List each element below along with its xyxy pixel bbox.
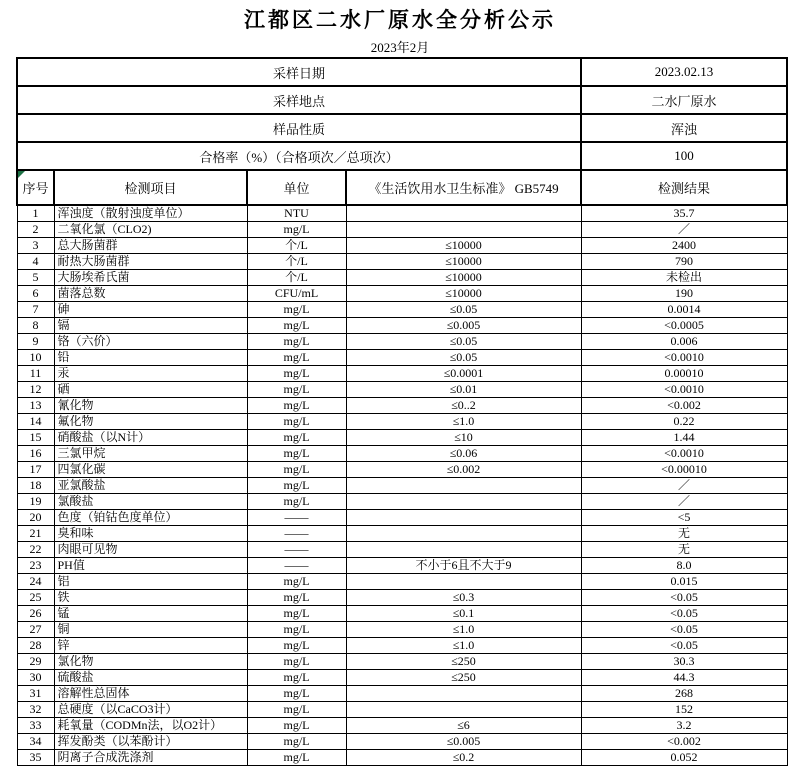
cell-item: 阴离子合成洗涤剂 — [54, 750, 247, 766]
cell-item: 铅 — [54, 350, 247, 366]
cell-result: <0.002 — [581, 734, 787, 750]
cell-index: 31 — [17, 686, 54, 702]
column-header-row — [17, 170, 787, 205]
table-row — [17, 414, 787, 430]
cell-index: 26 — [17, 606, 54, 622]
info-row-sample-nature — [17, 114, 787, 142]
cell-index: 11 — [17, 366, 54, 382]
cell-standard — [346, 686, 581, 702]
info-label: 样品性质 — [17, 114, 581, 142]
info-label: 合格率（%）（合格项次／总项次） — [17, 142, 581, 170]
cell-unit: mg/L — [247, 430, 346, 446]
table-row — [17, 494, 787, 510]
cell-unit: mg/L — [247, 366, 346, 382]
table-row — [17, 606, 787, 622]
table-row — [17, 270, 787, 286]
table-row — [17, 622, 787, 638]
table-row — [17, 702, 787, 718]
info-value: 二水厂原水 — [581, 86, 787, 114]
cell-unit: mg/L — [247, 718, 346, 734]
cell-unit: 个/L — [247, 254, 346, 270]
cell-standard: ≤250 — [346, 670, 581, 686]
cell-unit: mg/L — [247, 622, 346, 638]
table-row — [17, 350, 787, 366]
cell-result: 0.0014 — [581, 302, 787, 318]
info-label: 采样日期 — [17, 58, 581, 86]
cell-index: 19 — [17, 494, 54, 510]
table-row — [17, 205, 787, 222]
cell-unit: mg/L — [247, 446, 346, 462]
cell-standard: ≤1.0 — [346, 622, 581, 638]
cell-index: 15 — [17, 430, 54, 446]
excel-error-triangle-icon — [18, 171, 25, 178]
cell-result: ／ — [581, 222, 787, 238]
cell-item: 溶解性总固体 — [54, 686, 247, 702]
cell-result: 无 — [581, 526, 787, 542]
cell-unit: 个/L — [247, 238, 346, 254]
cell-index: 22 — [17, 542, 54, 558]
cell-item: 浑浊度（散射浊度单位） — [54, 205, 247, 222]
table-data-section — [17, 205, 787, 766]
cell-item: 汞 — [54, 366, 247, 382]
cell-result: 1.44 — [581, 430, 787, 446]
table-row — [17, 654, 787, 670]
column-header-result: 检测结果 — [581, 170, 787, 205]
cell-result: 30.3 — [581, 654, 787, 670]
cell-standard: ≤0.06 — [346, 446, 581, 462]
cell-index: 24 — [17, 574, 54, 590]
table-row — [17, 382, 787, 398]
cell-standard — [346, 542, 581, 558]
cell-result: <0.0005 — [581, 318, 787, 334]
cell-result: ／ — [581, 478, 787, 494]
cell-unit: mg/L — [247, 318, 346, 334]
cell-standard — [346, 702, 581, 718]
info-label: 采样地点 — [17, 86, 581, 114]
cell-unit: mg/L — [247, 574, 346, 590]
cell-result: 0.006 — [581, 334, 787, 350]
cell-result: <0.0010 — [581, 446, 787, 462]
cell-standard: ≤10 — [346, 430, 581, 446]
cell-result: <0.05 — [581, 590, 787, 606]
cell-unit: NTU — [247, 205, 346, 222]
cell-index: 32 — [17, 702, 54, 718]
cell-index: 3 — [17, 238, 54, 254]
table-row — [17, 542, 787, 558]
cell-result: 152 — [581, 702, 787, 718]
cell-unit: mg/L — [247, 654, 346, 670]
cell-unit: 个/L — [247, 270, 346, 286]
cell-standard: ≤0.005 — [346, 318, 581, 334]
cell-standard — [346, 494, 581, 510]
column-header-index — [17, 170, 54, 205]
table-row — [17, 478, 787, 494]
cell-item: 菌落总数 — [54, 286, 247, 302]
cell-result: 8.0 — [581, 558, 787, 574]
cell-standard: ≤10000 — [346, 238, 581, 254]
cell-index: 28 — [17, 638, 54, 654]
cell-standard: ≤0.002 — [346, 462, 581, 478]
cell-standard: ≤10000 — [346, 254, 581, 270]
cell-unit: mg/L — [247, 686, 346, 702]
cell-result: 0.052 — [581, 750, 787, 766]
cell-unit: CFU/mL — [247, 286, 346, 302]
table-row — [17, 222, 787, 238]
cell-index: 27 — [17, 622, 54, 638]
cell-unit: mg/L — [247, 702, 346, 718]
cell-unit: mg/L — [247, 670, 346, 686]
cell-standard: ≤1.0 — [346, 414, 581, 430]
cell-result: 0.22 — [581, 414, 787, 430]
cell-standard — [346, 478, 581, 494]
cell-standard: ≤0.3 — [346, 590, 581, 606]
page-title: 江都区二水厂原水全分析公示 — [244, 9, 556, 32]
cell-standard: ≤0.2 — [346, 750, 581, 766]
cell-item: 总硬度（以CaCO3计） — [54, 702, 247, 718]
table-row — [17, 574, 787, 590]
cell-result: <0.002 — [581, 398, 787, 414]
cell-standard — [346, 526, 581, 542]
column-header-item: 检测项目 — [54, 170, 247, 205]
table-row — [17, 638, 787, 654]
cell-result: 2400 — [581, 238, 787, 254]
cell-unit: —— — [247, 558, 346, 574]
cell-item: 硒 — [54, 382, 247, 398]
cell-standard — [346, 510, 581, 526]
table-row — [17, 238, 787, 254]
cell-unit: mg/L — [247, 590, 346, 606]
cell-unit: mg/L — [247, 414, 346, 430]
cell-item: 硝酸盐（以N计） — [54, 430, 247, 446]
table-row — [17, 398, 787, 414]
cell-index: 17 — [17, 462, 54, 478]
cell-item: 砷 — [54, 302, 247, 318]
analysis-table — [16, 57, 788, 766]
cell-standard: ≤250 — [346, 654, 581, 670]
cell-standard — [346, 574, 581, 590]
table-row — [17, 590, 787, 606]
cell-result: 268 — [581, 686, 787, 702]
info-row-pass-rate — [17, 142, 787, 170]
cell-index: 30 — [17, 670, 54, 686]
cell-item: 锰 — [54, 606, 247, 622]
cell-index: 33 — [17, 718, 54, 734]
cell-result: ／ — [581, 494, 787, 510]
table-row — [17, 750, 787, 766]
cell-result: 35.7 — [581, 205, 787, 222]
cell-index: 21 — [17, 526, 54, 542]
cell-standard: ≤0.1 — [346, 606, 581, 622]
cell-unit: mg/L — [247, 750, 346, 766]
cell-unit: mg/L — [247, 734, 346, 750]
cell-unit: mg/L — [247, 382, 346, 398]
cell-result: 0.00010 — [581, 366, 787, 382]
cell-item: 大肠埃希氏菌 — [54, 270, 247, 286]
cell-unit: mg/L — [247, 638, 346, 654]
table-header-section — [17, 58, 787, 205]
cell-item: 铜 — [54, 622, 247, 638]
cell-item: 亚氯酸盐 — [54, 478, 247, 494]
info-value: 100 — [581, 142, 787, 170]
table-row — [17, 254, 787, 270]
table-row — [17, 510, 787, 526]
cell-result: <0.05 — [581, 638, 787, 654]
cell-item: 耗氧量（CODMn法，以O2计） — [54, 718, 247, 734]
cell-index: 25 — [17, 590, 54, 606]
column-header-standard: 《生活饮用水卫生标准》 GB5749 — [346, 170, 581, 205]
cell-item: 氰化物 — [54, 398, 247, 414]
table-row — [17, 686, 787, 702]
cell-result: <0.00010 — [581, 462, 787, 478]
cell-unit: —— — [247, 526, 346, 542]
cell-index: 34 — [17, 734, 54, 750]
cell-item: 锌 — [54, 638, 247, 654]
cell-unit: mg/L — [247, 494, 346, 510]
cell-item: 肉眼可见物 — [54, 542, 247, 558]
column-header-unit: 单位 — [247, 170, 346, 205]
cell-item: 氯化物 — [54, 654, 247, 670]
info-row-sample-date — [17, 58, 787, 86]
cell-unit: mg/L — [247, 302, 346, 318]
cell-standard: ≤0.0001 — [346, 366, 581, 382]
cell-standard — [346, 222, 581, 238]
cell-item: 二氧化氯（CLO2) — [54, 222, 247, 238]
table-row — [17, 462, 787, 478]
cell-standard: ≤0.05 — [346, 350, 581, 366]
cell-index: 9 — [17, 334, 54, 350]
cell-index: 18 — [17, 478, 54, 494]
cell-unit: mg/L — [247, 606, 346, 622]
cell-item: PH值 — [54, 558, 247, 574]
table-row — [17, 446, 787, 462]
cell-standard: ≤6 — [346, 718, 581, 734]
cell-standard — [346, 205, 581, 222]
cell-item: 色度（铂钴色度单位） — [54, 510, 247, 526]
cell-index: 4 — [17, 254, 54, 270]
cell-index: 12 — [17, 382, 54, 398]
cell-index: 14 — [17, 414, 54, 430]
cell-index: 5 — [17, 270, 54, 286]
table-row — [17, 366, 787, 382]
cell-item: 总大肠菌群 — [54, 238, 247, 254]
cell-unit: mg/L — [247, 478, 346, 494]
cell-index: 13 — [17, 398, 54, 414]
cell-result: 0.015 — [581, 574, 787, 590]
cell-unit: mg/L — [247, 398, 346, 414]
cell-item: 铁 — [54, 590, 247, 606]
cell-index: 2 — [17, 222, 54, 238]
cell-index: 1 — [17, 205, 54, 222]
cell-item: 镉 — [54, 318, 247, 334]
cell-result: 3.2 — [581, 718, 787, 734]
cell-item: 耐热大肠菌群 — [54, 254, 247, 270]
cell-unit: —— — [247, 542, 346, 558]
cell-item: 臭和味 — [54, 526, 247, 542]
column-header-label: 序号 — [22, 181, 49, 196]
cell-result: <0.0010 — [581, 382, 787, 398]
cell-result: <5 — [581, 510, 787, 526]
cell-index: 16 — [17, 446, 54, 462]
cell-index: 8 — [17, 318, 54, 334]
cell-unit: —— — [247, 510, 346, 526]
cell-standard: ≤10000 — [346, 286, 581, 302]
cell-standard: ≤1.0 — [346, 638, 581, 654]
cell-unit: mg/L — [247, 350, 346, 366]
cell-index: 23 — [17, 558, 54, 574]
cell-unit: mg/L — [247, 334, 346, 350]
cell-index: 35 — [17, 750, 54, 766]
cell-item: 氯酸盐 — [54, 494, 247, 510]
cell-result: 44.3 — [581, 670, 787, 686]
cell-result: <0.05 — [581, 606, 787, 622]
cell-standard: ≤10000 — [346, 270, 581, 286]
cell-result: <0.0010 — [581, 350, 787, 366]
cell-standard: ≤0.05 — [346, 334, 581, 350]
cell-item: 硫酸盐 — [54, 670, 247, 686]
cell-item: 铝 — [54, 574, 247, 590]
cell-item: 挥发酚类（以苯酚计） — [54, 734, 247, 750]
table-row — [17, 718, 787, 734]
cell-index: 29 — [17, 654, 54, 670]
table-row — [17, 430, 787, 446]
page-subtitle: 2023年2月 — [370, 40, 430, 55]
table-row — [17, 318, 787, 334]
table-row — [17, 286, 787, 302]
cell-standard: 不小于6且不大于9 — [346, 558, 581, 574]
cell-result: 未检出 — [581, 270, 787, 286]
cell-standard: ≤0.005 — [346, 734, 581, 750]
cell-result: 无 — [581, 542, 787, 558]
cell-result: 190 — [581, 286, 787, 302]
cell-item: 氟化物 — [54, 414, 247, 430]
table-row — [17, 558, 787, 574]
table-row — [17, 734, 787, 750]
cell-result: 790 — [581, 254, 787, 270]
table-row — [17, 670, 787, 686]
cell-index: 20 — [17, 510, 54, 526]
cell-index: 10 — [17, 350, 54, 366]
cell-item: 铬（六价） — [54, 334, 247, 350]
info-value: 浑浊 — [581, 114, 787, 142]
table-row — [17, 334, 787, 350]
info-value: 2023.02.13 — [581, 58, 787, 86]
info-row-sample-location — [17, 86, 787, 114]
cell-item: 三氯甲烷 — [54, 446, 247, 462]
cell-unit: mg/L — [247, 462, 346, 478]
cell-standard: ≤0.05 — [346, 302, 581, 318]
cell-item: 四氯化碳 — [54, 462, 247, 478]
cell-index: 7 — [17, 302, 54, 318]
cell-index: 6 — [17, 286, 54, 302]
cell-unit: mg/L — [247, 222, 346, 238]
cell-standard: ≤0.01 — [346, 382, 581, 398]
table-row — [17, 526, 787, 542]
cell-result: <0.05 — [581, 622, 787, 638]
table-row — [17, 302, 787, 318]
cell-standard: ≤0..2 — [346, 398, 581, 414]
